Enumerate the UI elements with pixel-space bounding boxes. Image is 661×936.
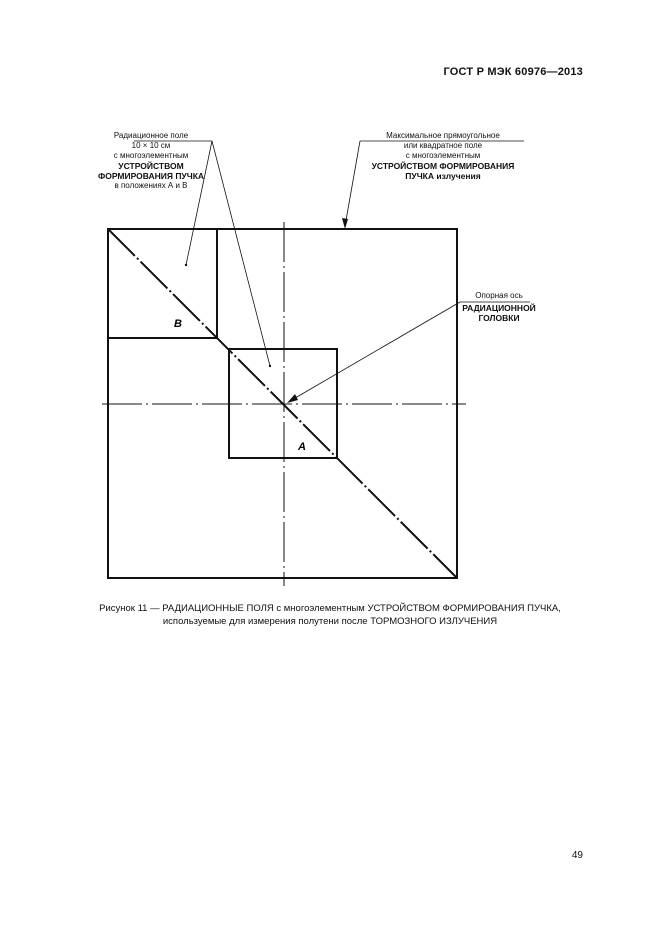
caption-line2: используемые для измерения полутени после ТОРМОЗНОГО ИЗЛУЧЕНИЯ [162, 616, 498, 627]
callout-axis-line1: Опорная ось [475, 291, 523, 300]
caption-line1: Рисунок 11 — РАДИАЦИОННЫЕ ПОЛЯ с многоэлементным УСТРОЙСТВОМ ФОРМИРОВАНИЯ ПУЧКА, [99, 603, 561, 614]
callout-left-line3: с многоэлементным [113, 151, 189, 160]
callout-axis-line2: РАДИАЦИОННОЙ [462, 303, 536, 313]
field-b-label: B [174, 318, 182, 330]
field-a-label: A [298, 441, 306, 453]
leader-left-to-a [212, 141, 270, 366]
callout-right-line1: Максимальное прямоугольное [386, 131, 500, 140]
callout-right-line5: ПУЧКА излучения [405, 171, 481, 181]
callout-left-line5: ФОРМИРОВАНИЯ ПУЧКА [97, 171, 205, 181]
callout-left-line2: 10 × 10 см [131, 141, 171, 150]
arrowhead-axis [287, 394, 298, 403]
callout-field-10x10 [84, 131, 218, 191]
page-number: 49 [571, 850, 583, 861]
callout-max-field [356, 131, 530, 181]
callout-axis-line3: ГОЛОВКИ [478, 313, 520, 323]
leader-axis-arrow [290, 302, 460, 401]
callout-left-line6: в положениях А и В [114, 181, 188, 190]
document-header: ГОСТ Р МЭК 60976—2013 [443, 66, 583, 78]
leader-dot-b [185, 264, 187, 266]
callout-left-line1: Радиационное поле [113, 131, 189, 140]
arrowhead-right [342, 218, 348, 229]
leader-dot-a [269, 365, 271, 367]
figure-caption [60, 602, 600, 628]
callout-reference-axis [454, 291, 544, 323]
callout-left-line4: УСТРОЙСТВОМ [118, 161, 184, 171]
callout-right-line2: или квадратное поле [403, 141, 483, 150]
callout-right-line3: с многоэлементным [405, 151, 481, 160]
callout-right-line4: УСТРОЙСТВОМ ФОРМИРОВАНИЯ [371, 161, 515, 171]
